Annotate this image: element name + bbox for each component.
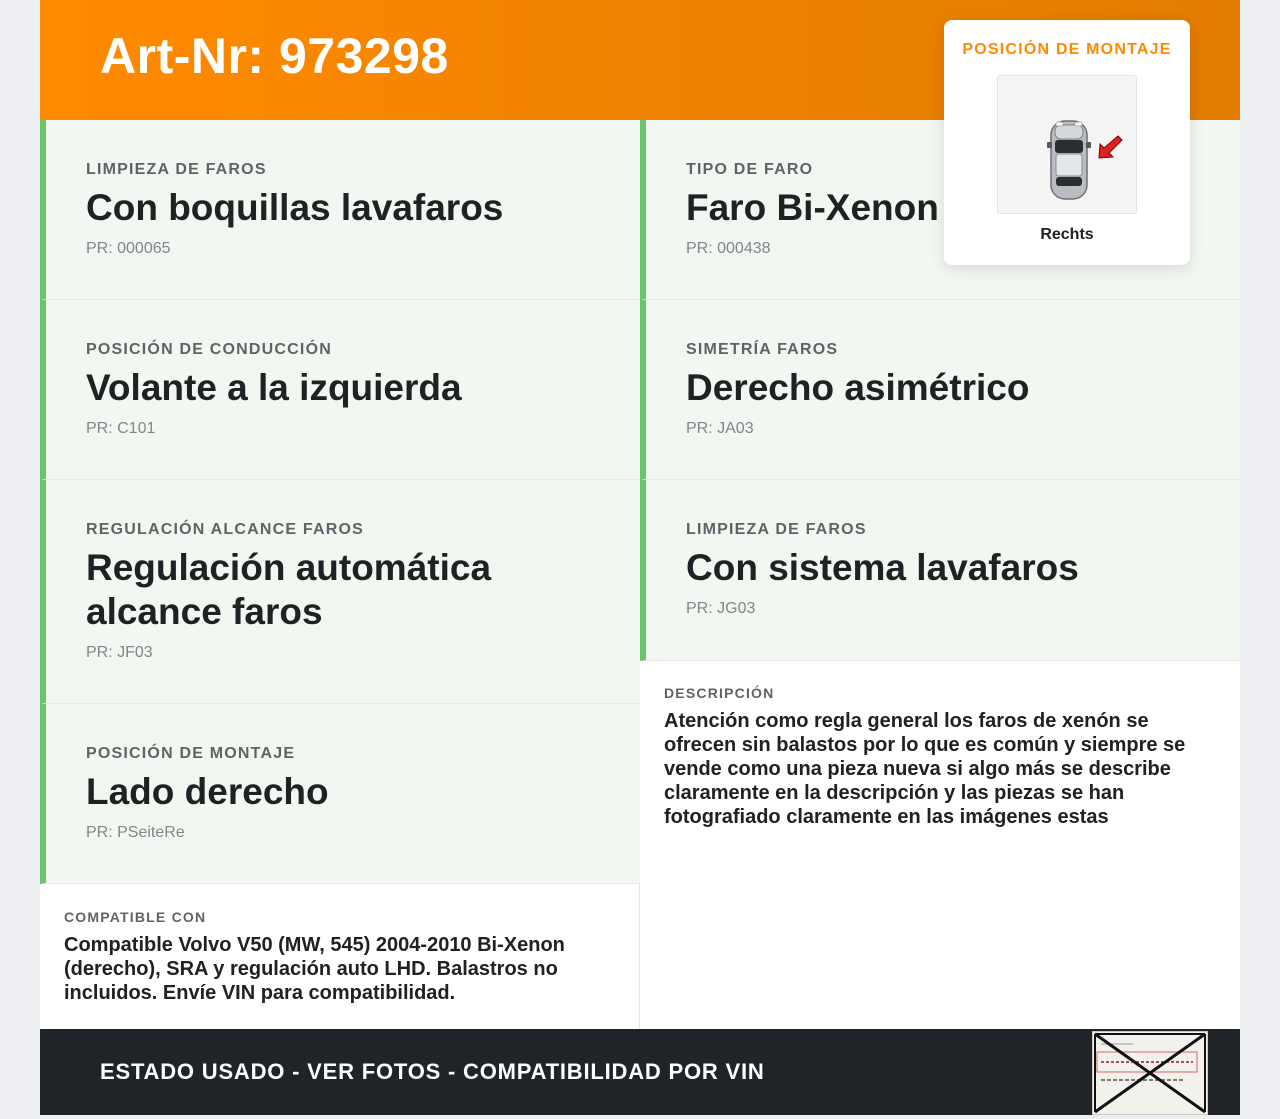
attribute-value: Con boquillas lavafaros: [86, 187, 504, 228]
footer-status-text: ESTADO USADO - VER FOTOS - COMPATIBILIDAD POR VIN: [100, 1059, 765, 1084]
mounting-position-panel: [944, 20, 1190, 265]
footer-bar: [40, 1029, 1240, 1115]
attribute-label: LIMPIEZA DE FAROS: [686, 521, 867, 538]
attribute-pr-code: PR: C101: [86, 420, 156, 437]
attribute-label: TIPO DE FARO: [686, 161, 814, 178]
car-diagram: [997, 75, 1137, 214]
attribute-value: Lado derecho: [86, 771, 329, 812]
arrow-indicator-icon: [1099, 136, 1122, 158]
attribute-pr-code: PR: JG03: [686, 600, 756, 617]
compatibility-section: [40, 884, 639, 1029]
column-divider: [639, 883, 640, 1029]
description-label: DESCRIPCIÓN: [664, 685, 775, 701]
compatibility-text: Compatible Volvo V50 (MW, 545) 2004-2010 Bi-Xenon (derecho), SRA y regulación auto LHD. Balastros no incluidos. Envíe VIN para compatibilidad.: [64, 934, 565, 1004]
attribute-pr-code: PR: 000065: [86, 240, 171, 257]
compatibility-label: COMPATIBLE CON: [64, 909, 207, 925]
attribute-card-driving-position: [40, 300, 640, 480]
attribute-value: Faro Bi-Xenon: [686, 187, 939, 228]
mounting-position-title: POSICIÓN DE MONTAJE: [962, 41, 1172, 58]
article-number-title: Art-Nr: 973298: [100, 28, 449, 84]
attribute-value: Regulación automática alcance faros: [86, 547, 492, 632]
attribute-card-headlight-cleaning: [40, 120, 640, 300]
attribute-card-mounting-position: [40, 704, 640, 884]
attribute-label: POSICIÓN DE MONTAJE: [86, 745, 296, 762]
attribute-label: SIMETRÍA FAROS: [686, 341, 839, 358]
attribute-pr-code: PR: JF03: [86, 644, 153, 661]
label-sticker-thumbnail: [1092, 1031, 1208, 1115]
attribute-card-headlight-symmetry: [640, 300, 1240, 480]
attribute-label: LIMPIEZA DE FAROS: [86, 161, 267, 178]
description-section: [640, 661, 1240, 1029]
attribute-pr-code: PR: JA03: [686, 420, 754, 437]
attribute-card-headlight-range-adjustment: [40, 480, 640, 704]
car-top-view-icon: [998, 76, 1136, 213]
attribute-value: Volante a la izquierda: [86, 367, 462, 408]
attribute-label: POSICIÓN DE CONDUCCIÓN: [86, 341, 332, 358]
attribute-value: Con sistema lavafaros: [686, 547, 1079, 588]
description-text: Atención como regla general los faros de xenón se ofrecen sin balastos por lo que es común y siempre se vende como una pieza nueva si algo más se describe claramente en la descripción y las piezas se han fotografiado claramente en las imágenes estas: [664, 710, 1186, 828]
label-sticker-image: [1093, 1032, 1207, 1114]
attribute-label: REGULACIÓN ALCANCE FAROS: [86, 521, 364, 538]
attribute-pr-code: PR: 000438: [686, 240, 771, 257]
attribute-value: Derecho asimétrico: [686, 367, 1030, 408]
attribute-pr-code: PR: PSeiteRe: [86, 824, 185, 841]
attribute-card-headlight-washer-system: [640, 480, 1240, 661]
mounting-side-label: Rechts: [1040, 226, 1094, 243]
